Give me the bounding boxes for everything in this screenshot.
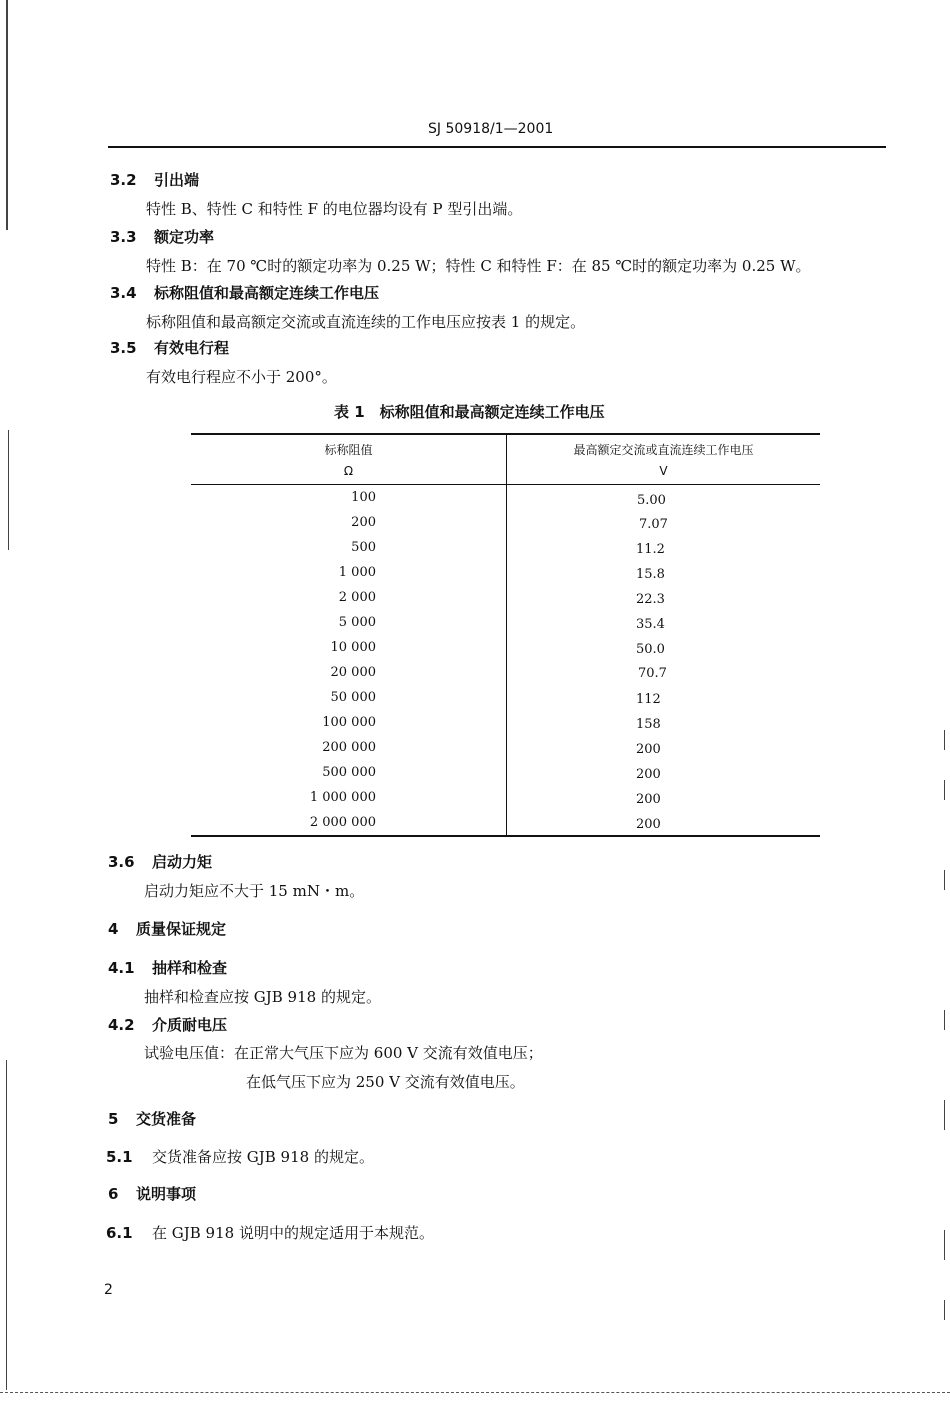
voltage-cell: 200 (636, 767, 661, 782)
section-body: 特性 B、特性 C 和特性 F 的电位器均设有 P 型引出端。 (146, 200, 523, 218)
section-heading (110, 169, 199, 190)
section-body-continued: 在低气压下应为 250 V 交流有效值电压。 (246, 1073, 525, 1091)
resistance-cell: 5 000 (338, 615, 376, 630)
section-number: 6 (108, 1185, 119, 1203)
voltage-cell: 11.2 (636, 542, 665, 557)
section-number: 3.2 (110, 171, 137, 189)
section-number: 5.1 (106, 1148, 133, 1166)
section-title: 介质耐电压 (152, 1016, 228, 1034)
section-title: 引出端 (154, 171, 200, 189)
section-body: 试验电压值：在正常大气压下应为 600 V 交流有效值电压； (144, 1044, 543, 1062)
section-heading (110, 337, 229, 358)
header-rule (108, 146, 886, 148)
section-number: 4.2 (108, 1016, 135, 1034)
section-body: 特性 B：在 70 ℃时的额定功率为 0.25 W；特性 C 和特性 F：在 85 ℃时的额定功率为 0.25 W。 (146, 257, 811, 275)
table-title: 表 1 标称阻值和最高额定连续工作电压 (334, 403, 605, 421)
section-heading (108, 918, 226, 939)
section-body: 标称阻值和最高额定交流或直流连续的工作电压应按表 1 的规定。 (146, 313, 586, 331)
section-body: 抽样和检查应按 GJB 918 的规定。 (144, 988, 381, 1006)
section-body: 交货准备应按 GJB 918 的规定。 (152, 1148, 374, 1166)
voltage-cell: 200 (636, 792, 661, 807)
resistance-cell: 10 000 (330, 640, 376, 655)
section-number: 3.4 (110, 284, 137, 302)
voltage-cell: 200 (636, 817, 661, 832)
section-number: 4.1 (108, 959, 135, 977)
section-heading (108, 1014, 227, 1035)
resistance-cell: 2 000 (338, 590, 376, 605)
resistance-cell: 50 000 (330, 690, 376, 705)
voltage-cell: 15.8 (636, 567, 665, 582)
table-col2-header: 最高额定交流或直流连续工作电压 (573, 443, 754, 457)
section-heading (108, 851, 212, 872)
table-col1-unit: Ω (343, 464, 354, 478)
scan-edge-mark (8, 430, 9, 550)
section-body: 有效电行程应不小于 200°。 (146, 368, 337, 386)
section-inline (106, 1146, 374, 1167)
section-title: 质量保证规定 (136, 920, 227, 938)
section-number: 3.5 (110, 339, 137, 357)
scan-edge-mark (944, 780, 945, 800)
resistance-cell: 20 000 (330, 665, 376, 680)
voltage-cell: 5.00 (637, 493, 666, 508)
section-body: 在 GJB 918 说明中的规定适用于本规范。 (152, 1224, 434, 1242)
section-title: 有效电行程 (154, 339, 230, 357)
resistance-cell: 100 (351, 490, 376, 505)
voltage-cell: 7.07 (639, 517, 668, 532)
section-body: 启动力矩应不大于 15 mN・m。 (144, 882, 365, 900)
resistance-cell: 2 000 000 (309, 815, 376, 830)
section-title: 标称阻值和最高额定连续工作电压 (154, 284, 380, 302)
section-heading (108, 1108, 196, 1129)
voltage-cell: 112 (636, 692, 661, 707)
section-title: 抽样和检查 (152, 959, 228, 977)
section-number: 4 (108, 920, 119, 938)
section-number: 5 (108, 1110, 119, 1128)
section-heading (108, 957, 227, 978)
scan-edge-mark (6, 1060, 7, 1390)
scan-edge-mark (944, 730, 945, 750)
resistance-cell: 200 (351, 515, 376, 530)
voltage-cell: 70.7 (638, 666, 667, 681)
scan-edge-mark (944, 870, 945, 890)
section-heading (108, 1183, 196, 1204)
table-col1-header: 标称阻值 (324, 443, 373, 457)
scan-edge-mark (944, 1010, 945, 1030)
resistance-cell: 1 000 (338, 565, 376, 580)
table-col2-unit: V (659, 464, 668, 478)
table-column-divider (506, 435, 507, 835)
voltage-cell: 22.3 (636, 592, 665, 607)
table-bottom-rule (191, 835, 820, 837)
section-number: 6.1 (106, 1224, 133, 1242)
section-title: 说明事项 (136, 1185, 197, 1203)
scan-edge-mark (944, 1300, 945, 1320)
voltage-cell: 35.4 (636, 617, 665, 632)
resistance-cell: 100 000 (322, 715, 376, 730)
resistance-cell: 1 000 000 (309, 790, 376, 805)
section-number: 3.3 (110, 228, 137, 246)
scan-bottom-edge (0, 1392, 950, 1393)
scan-edge-mark (944, 1230, 945, 1260)
standard-number: SJ 50918/1—2001 (428, 121, 554, 137)
page-number: 2 (104, 1282, 113, 1298)
section-title: 交货准备 (136, 1110, 197, 1128)
section-heading (110, 282, 379, 303)
voltage-cell: 158 (636, 717, 661, 732)
section-heading (110, 226, 214, 247)
voltage-cell: 200 (636, 742, 661, 757)
resistance-cell: 500 000 (322, 765, 376, 780)
resistance-cell: 200 000 (322, 740, 376, 755)
voltage-cell: 50.0 (636, 642, 665, 657)
section-title: 额定功率 (154, 228, 215, 246)
scan-edge-mark (944, 1100, 945, 1130)
section-title: 启动力矩 (152, 853, 213, 871)
scan-edge-mark (6, 0, 8, 230)
resistance-cell: 500 (351, 540, 376, 555)
section-inline (106, 1222, 434, 1243)
section-number: 3.6 (108, 853, 135, 871)
